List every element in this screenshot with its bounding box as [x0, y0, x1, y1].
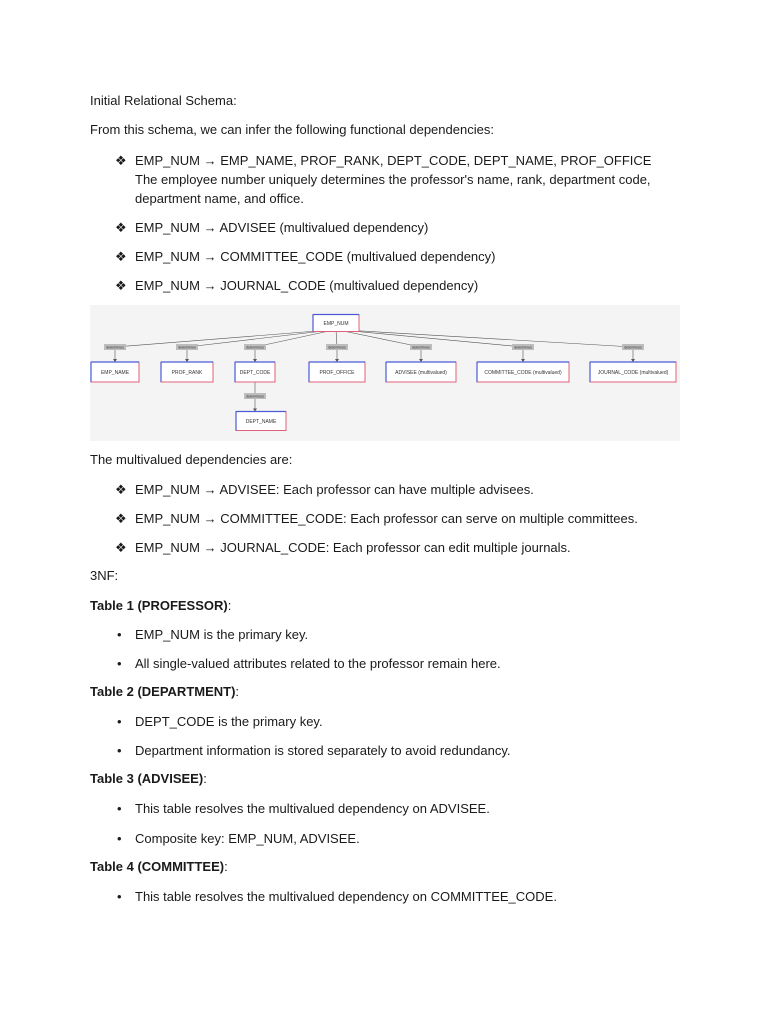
- dot-bullet-icon: •: [117, 656, 122, 671]
- table-title: Table 4 (COMMITTEE): [90, 859, 225, 874]
- diamond-bullet-icon: ❖: [115, 540, 127, 555]
- diamond-bullet-icon: ❖: [115, 249, 127, 264]
- child-node-label: EMP_NAME: [100, 370, 130, 376]
- table-heading: [90, 597, 231, 615]
- edge-label: determines: [246, 394, 264, 399]
- table-title-colon: :: [203, 771, 207, 786]
- table-title-colon: :: [235, 684, 240, 699]
- table-title: Table 1 (PROFESSOR): [90, 598, 228, 613]
- fd-text: EMP_NUM → ADVISEE (multivalued dependency): [135, 220, 429, 235]
- mvd-item: [115, 509, 675, 528]
- mvd-item: [115, 480, 675, 499]
- table-point: [115, 887, 675, 906]
- dot-bullet-icon: •: [117, 714, 122, 729]
- root-node-label: EMP_NUM: [323, 321, 349, 327]
- intro-paragraph: From this schema, we can infer the following functional dependencies:: [90, 122, 494, 137]
- mvd-item: [115, 538, 675, 557]
- edge-line: [336, 330, 633, 348]
- table-point-text: This table resolves the multivalued dependency on COMMITTEE_CODE.: [135, 889, 557, 904]
- fd-text: EMP_NUM → COMMITTEE_CODE (multivalued dependency): [135, 249, 496, 264]
- fd-text: EMP_NUM → EMP_NAME, PROF_RANK, DEPT_CODE, DEPT_NAME, PROF_OFFICE: [135, 153, 652, 168]
- table-heading: [90, 683, 239, 701]
- table-point-text: All single-valued attributes related to the professor remain here.: [135, 656, 501, 671]
- fd-item: [115, 218, 675, 237]
- table-title-colon: :: [224, 859, 228, 874]
- table-point-text: This table resolves the multivalued dependency on ADVISEE.: [135, 801, 490, 816]
- table-point-text: EMP_NUM is the primary key.: [135, 627, 309, 642]
- edge-line: [115, 330, 336, 348]
- child-node-label: JOURNAL_CODE (multivalued): [597, 370, 669, 376]
- table-heading: [90, 858, 228, 876]
- grandchild-node-label: DEPT_NAME: [245, 419, 277, 425]
- child-node-label: COMMITTEE_CODE (multivalued): [484, 370, 562, 376]
- mvd-text: EMP_NUM → ADVISEE: Each professor can have multiple advisees.: [135, 482, 534, 497]
- fd-detail: department name, and office.: [135, 191, 304, 206]
- edge-label: determines: [246, 345, 264, 350]
- multivalued-heading: The multivalued dependencies are:: [90, 452, 293, 467]
- dependency-diagram-svg: [90, 305, 680, 441]
- table-heading: [90, 770, 207, 788]
- child-node-label: PROF_OFFICE: [319, 370, 355, 376]
- dot-bullet-icon: •: [117, 831, 122, 846]
- table-point-text: Composite key: EMP_NUM, ADVISEE.: [135, 831, 360, 846]
- table-title: Table 2 (DEPARTMENT): [90, 684, 236, 699]
- edge-label: determines: [514, 345, 532, 350]
- child-node-label: DEPT_CODE: [239, 370, 271, 376]
- table-point-text: DEPT_CODE is the primary key.: [135, 714, 323, 729]
- diamond-bullet-icon: ❖: [115, 220, 127, 235]
- fd-item: [115, 247, 675, 266]
- table-point-text: Department information is stored separately to avoid redundancy.: [135, 743, 511, 758]
- mvd-text: EMP_NUM → JOURNAL_CODE: Each professor can edit multiple journals.: [135, 540, 571, 555]
- diamond-bullet-icon: ❖: [115, 511, 127, 526]
- table-title: Table 3 (ADVISEE): [90, 771, 204, 786]
- fd-detail: The employee number uniquely determines the professor's name, rank, department code,: [135, 172, 651, 187]
- child-node-label: ADVISEE (multivalued): [395, 370, 447, 376]
- mvd-text: EMP_NUM → COMMITTEE_CODE: Each professor can serve on multiple committees.: [135, 511, 638, 526]
- table-point: [115, 829, 675, 848]
- dependency-diagram: [90, 305, 680, 441]
- table-point: [115, 799, 675, 818]
- edge-label: determines: [624, 345, 642, 350]
- dot-bullet-icon: •: [117, 801, 122, 816]
- edge-label: determines: [328, 345, 346, 350]
- child-node-label: PROF_RANK: [171, 370, 203, 376]
- table-title-colon: :: [227, 598, 232, 613]
- fd-text: EMP_NUM → JOURNAL_CODE (multivalued dependency): [135, 278, 479, 293]
- diamond-bullet-icon: ❖: [115, 278, 127, 293]
- dot-bullet-icon: •: [117, 889, 122, 904]
- fd-item: [115, 276, 675, 295]
- schema-heading: Initial Relational Schema:: [90, 93, 237, 108]
- nf-heading: 3NF:: [90, 568, 119, 583]
- dot-bullet-icon: •: [117, 743, 122, 758]
- edge-label: determines: [106, 345, 124, 350]
- fd-item: [115, 151, 675, 207]
- edge-label: determines: [412, 345, 430, 350]
- diamond-bullet-icon: ❖: [115, 153, 127, 168]
- table-point: [115, 712, 675, 731]
- diamond-bullet-icon: ❖: [115, 482, 127, 497]
- table-point: [115, 654, 675, 673]
- dot-bullet-icon: •: [117, 627, 122, 642]
- table-point: [115, 625, 675, 644]
- table-point: [115, 741, 675, 760]
- edge-line: [255, 330, 336, 348]
- edge-label: determines: [178, 345, 196, 350]
